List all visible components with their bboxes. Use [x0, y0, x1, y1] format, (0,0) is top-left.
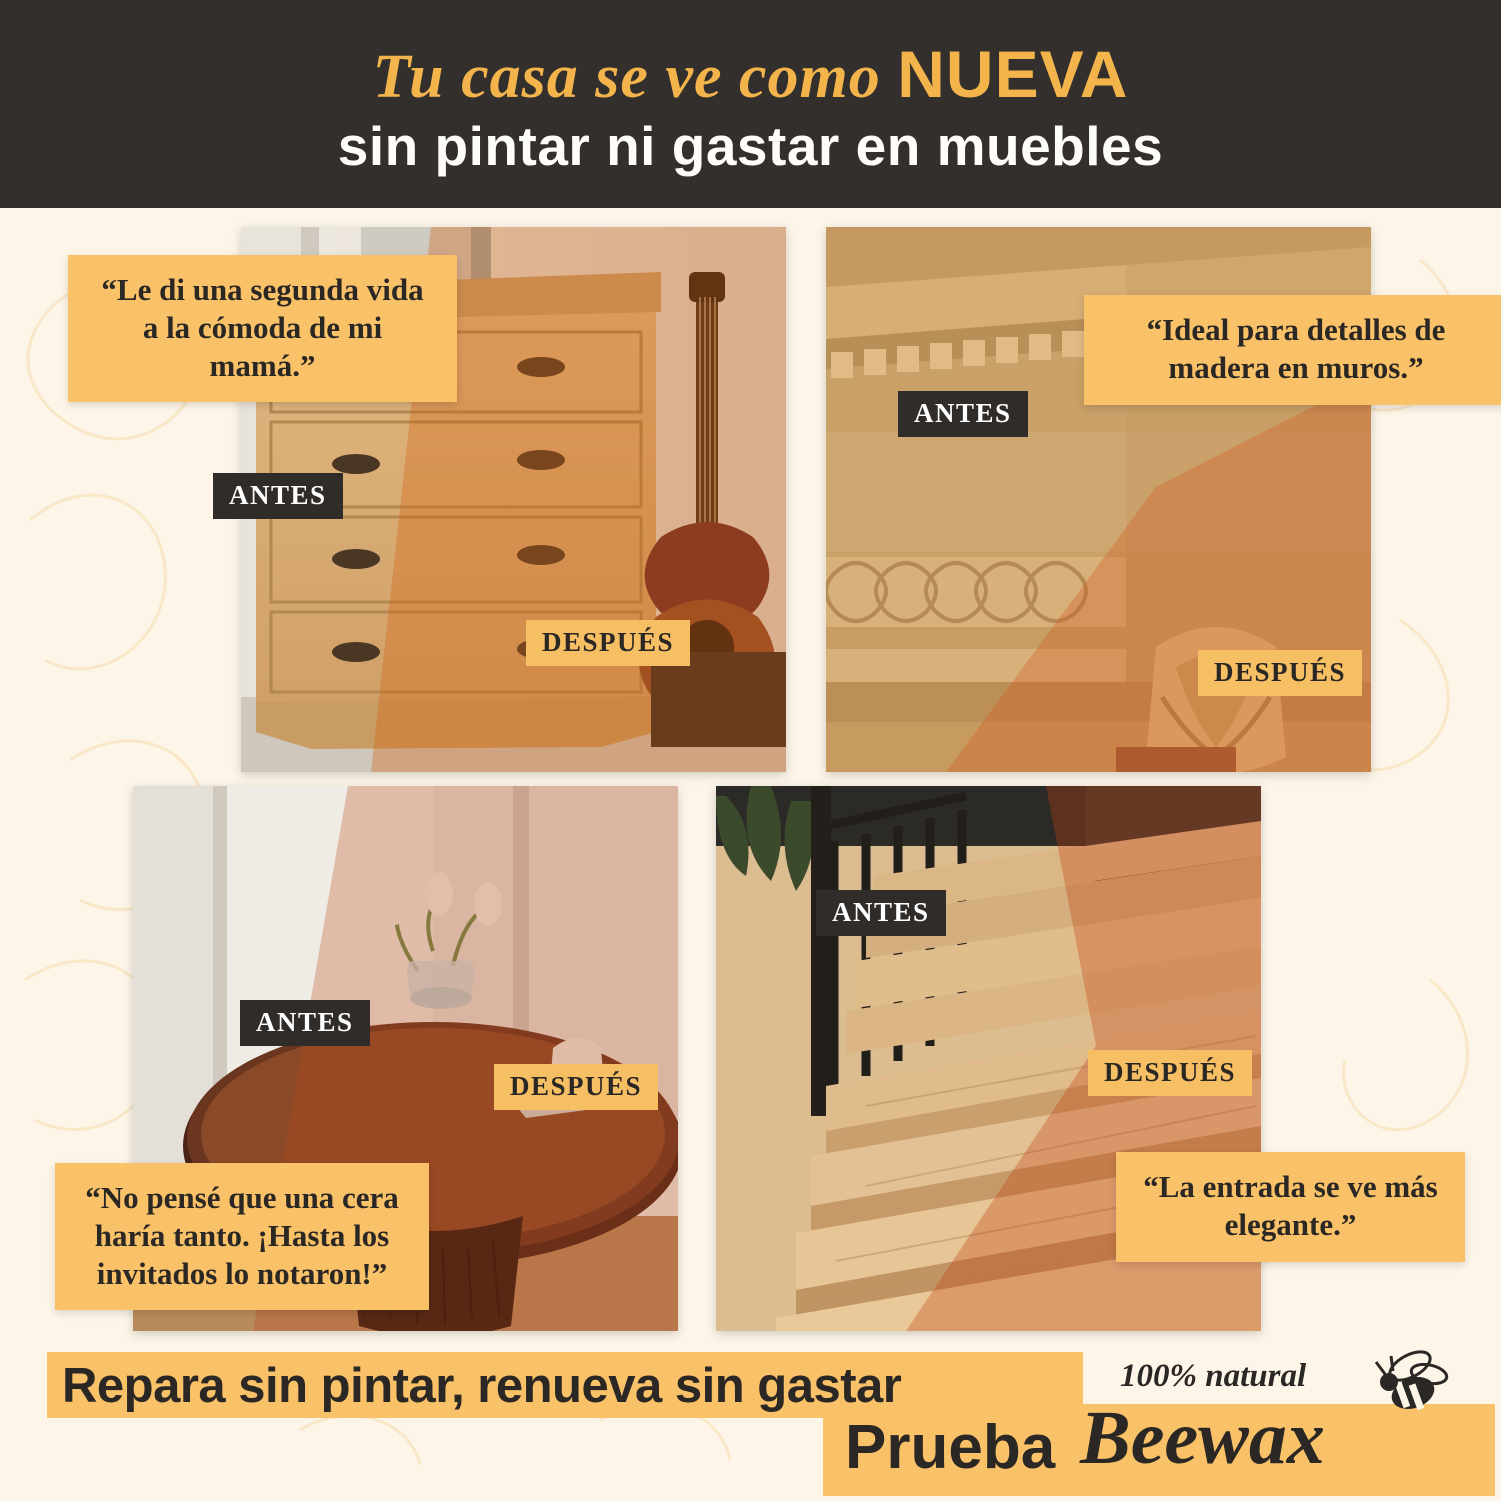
headline-secondary: sin pintar ni gastar en muebles [337, 115, 1164, 177]
label-before-dresser: ANTES [213, 473, 343, 519]
label-after-dresser: DESPUÉS [526, 620, 690, 666]
label-before-table: ANTES [240, 1000, 370, 1046]
quote-stairs: “La entrada se ve más elegante.” [1116, 1152, 1465, 1262]
label-after-stairs: DESPUÉS [1088, 1050, 1252, 1096]
footer-tagline: Repara sin pintar, renueva sin gastar [62, 1359, 902, 1413]
headline-primary-emphasis: NUEVA [897, 37, 1129, 111]
bee-icon [1355, 1338, 1465, 1428]
footer-cta-label: Prueba [845, 1413, 1056, 1482]
footer-natural-claim: 100% natural [1120, 1358, 1307, 1394]
header-banner [0, 0, 1501, 208]
quote-molding: “Ideal para detalles de madera en muros.” [1084, 295, 1501, 405]
label-after-table: DESPUÉS [494, 1064, 658, 1110]
footer-brand-name: Beewax [1080, 1396, 1325, 1480]
label-after-molding: DESPUÉS [1198, 650, 1362, 696]
headline-primary [0, 36, 1501, 113]
label-before-stairs: ANTES [816, 890, 946, 936]
quote-table: “No pensé que una cera haría tanto. ¡Hasta los invitados lo notaron!” [55, 1163, 429, 1310]
label-before-molding: ANTES [898, 391, 1028, 437]
headline-primary-script: Tu casa se ve como [372, 43, 898, 111]
quote-dresser: “Le di una segunda vida a la cómoda de mi mamá.” [68, 255, 457, 402]
